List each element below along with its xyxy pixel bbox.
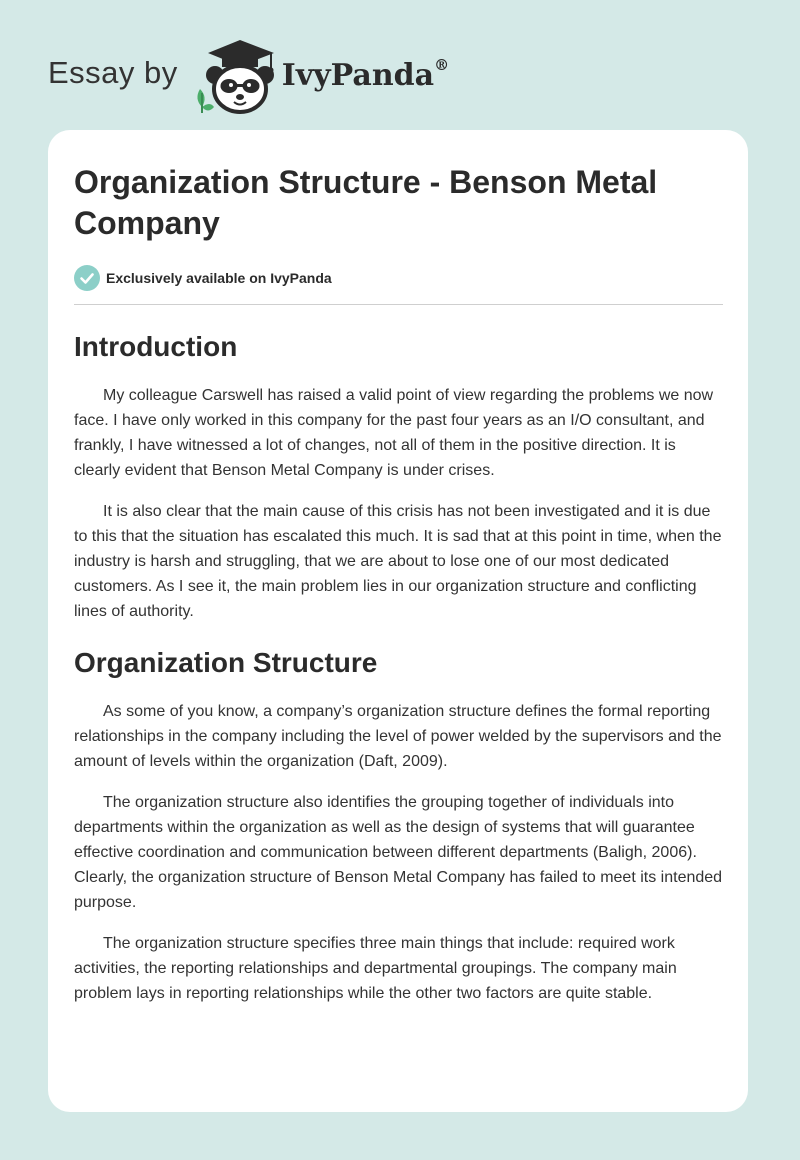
paragraph: The organization structure also identifies the grouping together of individuals into departments within the organization as well as the design of systems that will guarantee effective coordination and communication between different departments (Baligh, 2006). Clearly, the organization structure of Benson Metal Company has failed to meet its intended purpose. (74, 794, 723, 911)
title-divider (74, 304, 723, 305)
site-header (48, 36, 449, 116)
essay-by-label: Essay by (48, 55, 178, 90)
brand-name[interactable] (281, 55, 450, 93)
paragraph: My colleague Carswell has raised a valid point of view regarding the problems we now face. I have only worked in this company for the past four years as an I/O consultant, and frankly, I have witnessed a lot of changes, not all of them in the positive direction. It is clearly evident that Benson Metal Company is under crises. (74, 387, 714, 479)
panda-graduate-icon (188, 37, 280, 115)
check-circle-icon (74, 265, 100, 291)
paragraph: As some of you know, a company’s organization structure defines the formal reporting relationships in the company including the level of power welded by the supervisors and the amount of levels within the organization (Daft, 2009). (74, 703, 722, 770)
essay-content (74, 162, 723, 1006)
section-heading-organization-structure: Organization Structure (74, 647, 378, 678)
section-heading-introduction: Introduction (74, 331, 238, 362)
essay-title: Organization Structure - Benson Metal Company (74, 164, 658, 241)
badge-text: Exclusively available on IvyPanda (106, 270, 332, 286)
exclusive-badge (74, 264, 723, 292)
registered-mark: ® (434, 55, 450, 74)
brand-text[interactable]: IvyPanda (281, 57, 435, 93)
essay-card (48, 130, 748, 1112)
paragraph: The organization structure specifies three main things that include: required work activities, the reporting relationships and departmental groupings. The company main problem lays in reporting relationships while the other two factors are quite stable. (74, 935, 677, 1002)
paragraph: It is also clear that the main cause of this crisis has not been investigated and it is due to this that the situation has escalated this much. It is sad that at this point in time, when the industry is harsh and struggling, that we are about to lose one of our most dedicated customers. As I see it, the main problem lies in our organization structure and conflicting lines of authority. (74, 503, 722, 620)
